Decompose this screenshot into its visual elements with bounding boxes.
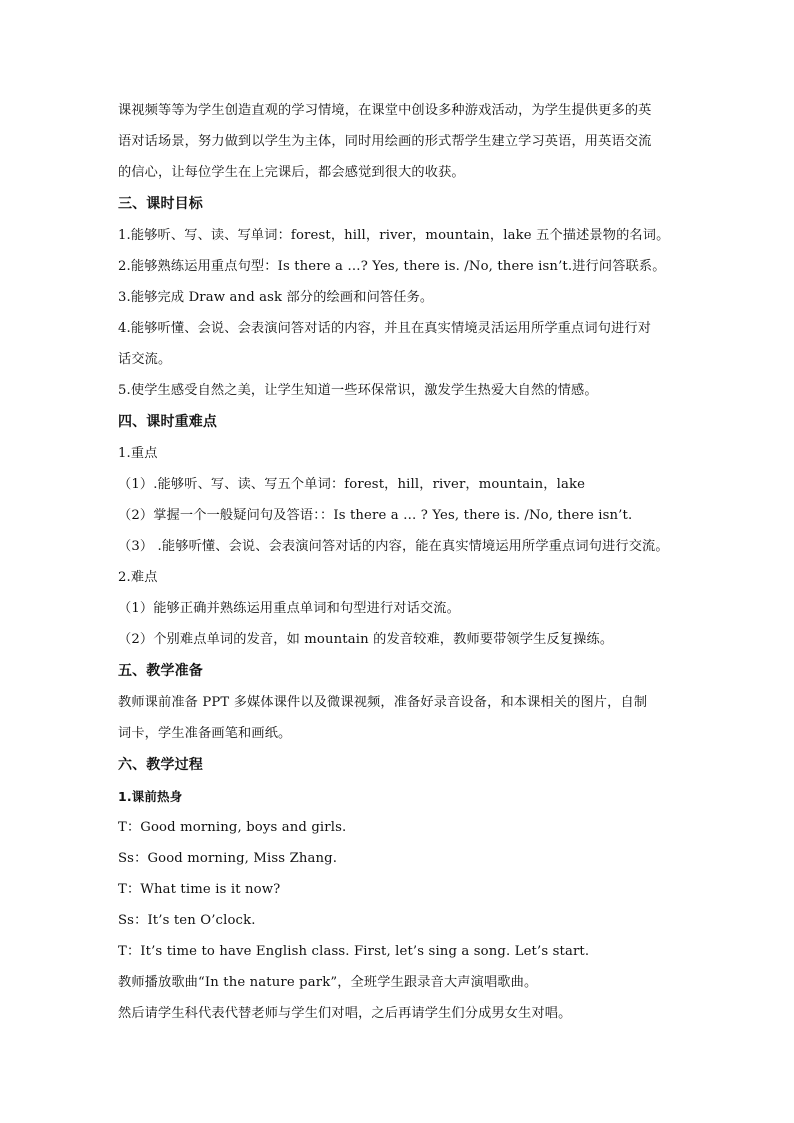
difficult-label: 2.难点 — [118, 570, 158, 585]
key-label: 1.重点 — [118, 446, 158, 461]
objective-item: 3.能够完成 Draw and ask 部分的绘画和问答任务。 — [118, 290, 434, 305]
process-subheading: 1.课前热身 — [118, 789, 183, 804]
difficult-item: （2）个别难点单词的发音，如 mountain 的发音较难，教师要带领学生反复操练。 — [118, 632, 614, 647]
difficult-item: （1）能够正确并熟练运用重点单词和句型进行对话交流。 — [118, 601, 460, 616]
key-item: （1）.能够听、写、读、写五个单词：forest，hill，river，mountain，lake — [118, 477, 586, 492]
dialogue-line: Ss：Good morning, Miss Zhang. — [118, 851, 338, 866]
objective-item: 4.能够听懂、会说、会表演问答对话的内容，并且在真实情境灵活运用所学重点词句进行对 — [118, 321, 652, 336]
section-heading-process: 六、教学过程 — [118, 757, 203, 773]
objective-item: 5.使学生感受自然之美，让学生知道一些环保常识，激发学生热爱大自然的情感。 — [118, 383, 598, 398]
objective-item: 2.能够熟练运用重点句型：Is there a …? Yes, there is. /No, there isn’t.进行问答联系。 — [118, 259, 666, 274]
dialogue-line: T：What time is it now? — [118, 882, 281, 897]
dialogue-line: Ss：It’s ten O’clock. — [118, 913, 256, 928]
section-heading-objectives: 三、课时目标 — [118, 196, 203, 212]
key-item: （3） .能够听懂、会说、会表演问答对话的内容，能在真实情境运用所学重点词句进行交流。 — [118, 539, 669, 554]
dialogue-line: T：It’s time to have English class. First, let’s sing a song. Let’s start. — [118, 944, 590, 959]
intro-line-2: 语对话场景，努力做到以学生为主体，同时用绘画的形式帮学生建立学习英语，用英语交流 — [118, 134, 652, 149]
process-paragraph: 教师播放歌曲“In the nature park”，全班学生跟录音大声演唱歌曲。 — [118, 975, 538, 990]
objective-item-cont: 话交流。 — [118, 352, 172, 367]
intro-line-3: 的信心，让每位学生在上完课后，都会感觉到很大的收获。 — [118, 165, 465, 180]
section-heading-key-points: 四、课时重难点 — [118, 414, 218, 430]
key-item: （2）掌握一个一般疑问句及答语：：Is there a … ? Yes, there is. /No, there isn’t. — [118, 508, 633, 523]
intro-line-1: 课视频等等为学生创造直观的学习情境，在课堂中创设多种游戏活动，为学生提供更多的英 — [118, 103, 652, 118]
preparation-line-1: 教师课前准备 PPT 多媒体课件以及微课视频，准备好录音设备，和本课相关的图片，自制 — [118, 695, 648, 710]
process-paragraph: 然后请学生科代表代替老师与学生们对唱，之后再请学生们分成男女生对唱。 — [118, 1006, 572, 1021]
preparation-line-2: 词卡，学生准备画笔和画纸。 — [118, 726, 292, 741]
section-heading-preparation: 五、教学准备 — [118, 663, 203, 679]
objective-item: 1.能够听、写、读、写单词：forest，hill，river，mountain，lake 五个描述景物的名词。 — [118, 228, 670, 243]
dialogue-line: T：Good morning, boys and girls. — [118, 820, 347, 835]
